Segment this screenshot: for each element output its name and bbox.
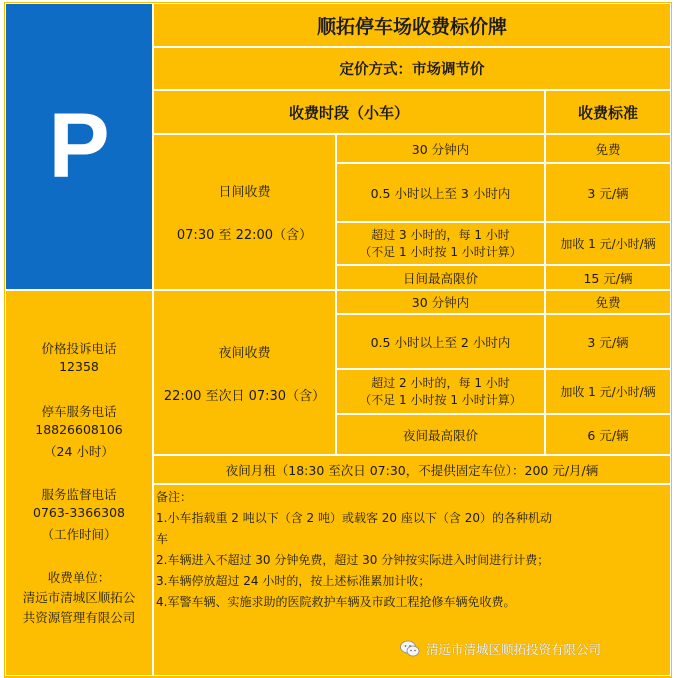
- notes-line-1a: 1.小车指载重 2 吨以下（含 2 吨）或载客 20 座以下（含 20）的各种机动: [156, 511, 552, 525]
- notes-line-3: 3.车辆停放超过 24 小时的，按上述标准累加计收；: [156, 574, 431, 588]
- night-row-3-desc-line1: 超过 2 小时的，每 1 小时: [371, 375, 510, 390]
- night-hours: 22:00 至次日 07:30（含）: [163, 388, 326, 404]
- parking-logo-panel: [5, 3, 153, 290]
- notes-line-4: 4.军警车辆、实施求助的医院救护车辆及市政工程抢修车辆免收费。: [156, 595, 516, 609]
- complaint-label: 价格投诉电话: [41, 341, 117, 356]
- night-row-3-desc-line2: （不足 1 小时按 1 小时计算）: [359, 392, 522, 407]
- board-title: 顺拓停车场收费标价牌: [153, 3, 671, 47]
- complaint-number: 12358: [59, 359, 99, 374]
- night-period-cell: [153, 290, 336, 455]
- night-row-3-price: 加收 1 元/小时/辆: [545, 369, 671, 414]
- day-period-cell: [153, 134, 336, 290]
- night-row-3-desc: [336, 369, 545, 414]
- day-row-1-desc: 30 分钟内: [336, 134, 545, 163]
- day-row-4-desc: 日间最高限价: [336, 265, 545, 290]
- night-name: 夜间收费: [218, 345, 271, 361]
- header-period: 收费时段（小车）: [153, 90, 545, 134]
- night-row-2-desc: 0.5 小时以上至 2 小时内: [336, 314, 545, 369]
- day-name: 日间收费: [218, 185, 271, 200]
- notes-line-1b: 车: [156, 532, 169, 546]
- day-row-3-price: 加收 1 元/小时/辆: [545, 222, 671, 265]
- service-number: 18826608106: [35, 422, 123, 437]
- day-row-3-desc-line1: 超过 3 小时的，每 1 小时: [371, 227, 510, 242]
- supervise-note: （工作时间）: [41, 527, 117, 542]
- monthly-rent: 夜间月租（18:30 至次日 07:30，不提供固定车位）：200 元/月/辆: [153, 455, 671, 484]
- day-row-4-price: 15 元/辆: [545, 265, 671, 290]
- service-note: （24 小时）: [44, 444, 114, 459]
- day-row-2-price: 3 元/辆: [545, 163, 671, 222]
- day-row-3-desc: [336, 222, 545, 265]
- contact-panel: [5, 290, 153, 676]
- night-row-4-price: 6 元/辆: [545, 414, 671, 455]
- day-hours: 07:30 至 22:00（含）: [176, 228, 313, 243]
- night-row-1-desc: 30 分钟内: [336, 290, 545, 314]
- day-row-2-desc: 0.5 小时以上至 3 小时内: [336, 163, 545, 222]
- night-row-1-price: 免费: [545, 290, 671, 314]
- day-row-3-desc-line2: （不足 1 小时按 1 小时计算）: [359, 244, 522, 259]
- header-standard: 收费标准: [545, 90, 671, 134]
- day-row-1-price: 免费: [545, 134, 671, 163]
- unit-name-line1: 清远市清城区顺拓公: [22, 590, 136, 605]
- night-row-2-price: 3 元/辆: [545, 314, 671, 369]
- service-label: 停车服务电话: [41, 404, 117, 419]
- watermark: [400, 638, 668, 660]
- unit-label: 收费单位：: [47, 570, 111, 585]
- supervise-label: 服务监督电话: [41, 487, 117, 502]
- supervise-number: 0763-3366308: [33, 505, 125, 520]
- pricing-method: 定价方式：市场调节价: [153, 47, 671, 90]
- watermark-text: 清远市清城区顺拓投资有限公司: [426, 642, 602, 657]
- wechat-icon: [400, 640, 420, 658]
- notes-title: 备注：: [156, 490, 193, 504]
- unit-name-line2: 共资源管理有限公司: [22, 610, 136, 625]
- notes-line-2: 2.车辆进入不超过 30 分钟免费，超过 30 分钟按实际进入时间进行计费；: [156, 553, 550, 567]
- night-row-4-desc: 夜间最高限价: [336, 414, 545, 455]
- parking-p-icon: P: [48, 95, 110, 197]
